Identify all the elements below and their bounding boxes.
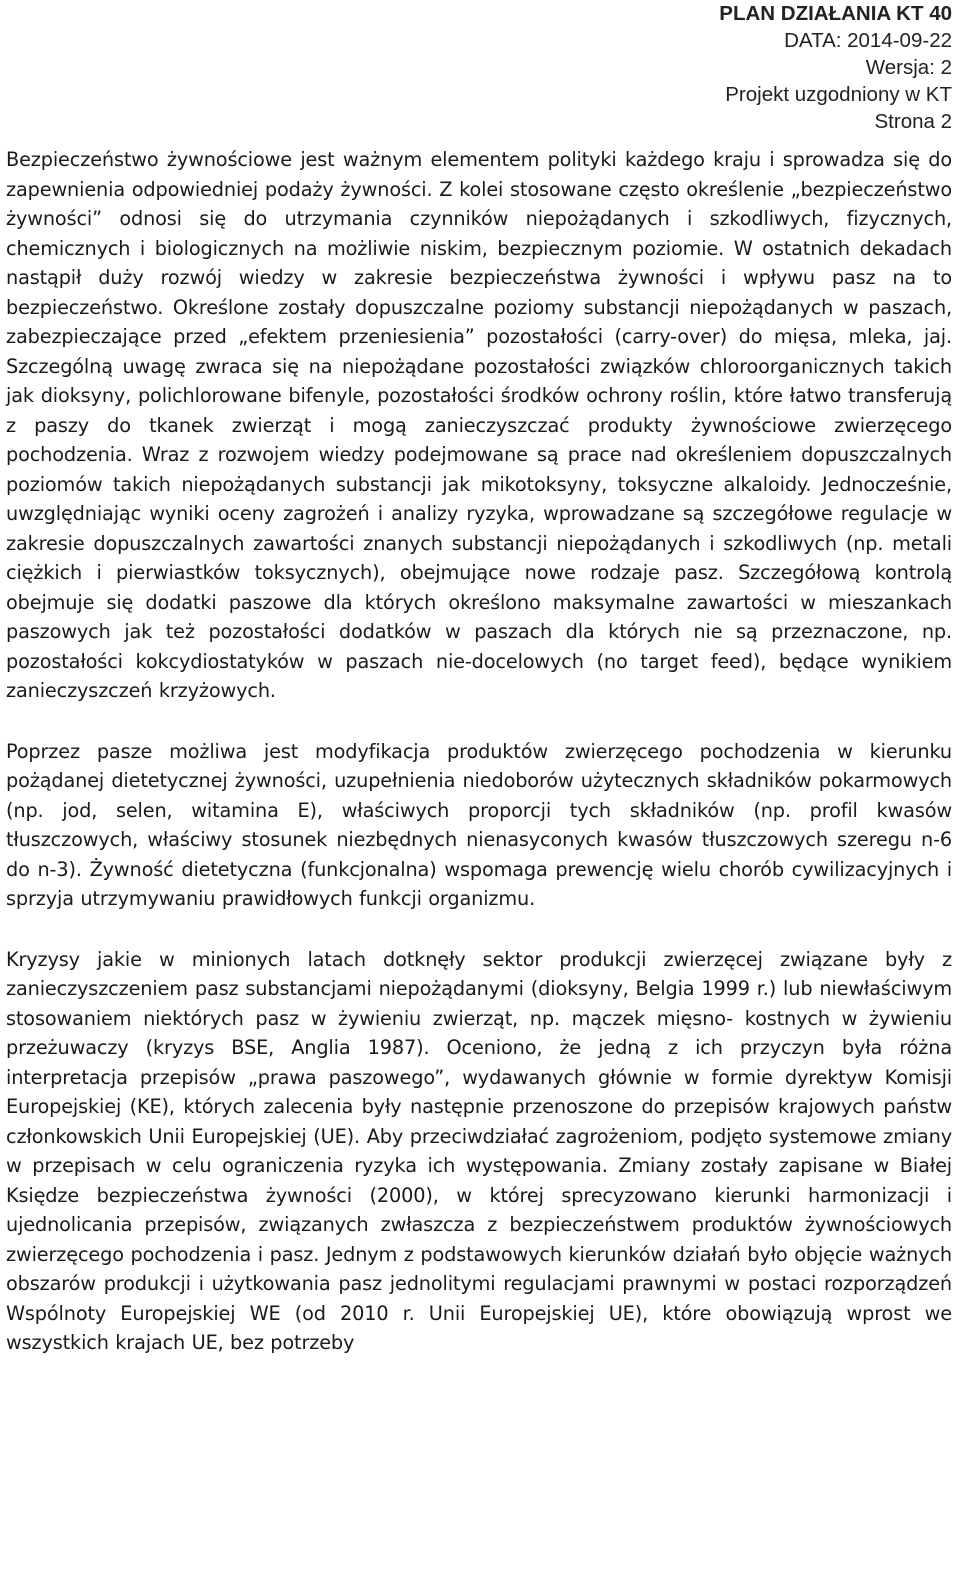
page-number: Strona 2 [874, 110, 952, 133]
document-body [6, 145, 952, 1358]
document-header [719, 0, 952, 135]
document-version: Wersja: 2 [865, 56, 952, 79]
document-date: DATA: 2014-09-22 [784, 29, 952, 52]
paragraph-crises: Kryzysy jakie w minionych latach dotknęły sektor produkcji zwierzęcej związane były z zanieczyszczeniem pasz substancjami niepożądanymi (dioksyny, Belgia 1999 r.) lub niewłaściwym stosowaniem niektórych pasz w żywieniu zwierząt, np. mączek mięsno- kostnych w żywieniu przeżuwaczy (kryzys BSE, Anglia 1987). Oceniono, że jedną z ich przyczyn była różna interpretacja przepisów „prawa paszowego”, wydawanych głównie w formie dyrektyw Komisji Europejskiej (KE), których zalecenia były następnie przenoszone do przepisów krajowych państw członkowskich Unii Europejskiej (UE). Aby przeciwdziałać zagrożeniom, podjęto systemowe zmiany w przepisach w celu ograniczenia ryzyka ich występowania. Zmiany zostały zapisane w Białej Księdze bezpieczeństwa żywności (2000), w której sprecyzowano kierunki harmonizacji i ujednolicania przepisów, związanych zwłaszcza z bezpieczeństwem produktów żywnościowych zwierzęcego pochodzenia i pasz. Jednym z podstawowych kierunków działań było objęcie ważnych obszarów produkcji i użytkowania pasz jednolitymi regulacjami prawnymi w postaci rozporządzeń Wspólnoty Europejskiej WE (od 2010 r. Unii Europejskiej UE), które obowiązują wprost we wszystkich krajach UE, bez potrzeby [6, 947, 952, 1354]
document-title: PLAN DZIAŁANIA KT 40 [719, 2, 952, 25]
paragraph-food-safety: Bezpieczeństwo żywnościowe jest ważnym elementem polityki każdego kraju i sprowadza się do zapewnienia odpowiedniej podaży żywności. Z kolei stosowane często określenie „bezpieczeństwo żywności” odnosi się do utrzymania czynników niepożądanych i szkodliwych, fizycznych, chemicznych i biologicznych na możliwie niskim, bezpiecznym poziomie. W ostatnich dekadach nastąpił duży rozwój wiedzy w zakresie bezpieczeństwa żywności i wpływu pasz na to bezpieczeństwo. Określone zostały dopuszczalne poziomy substancji niepożądanych w paszach, zabezpieczające przed „efektem przeniesienia” pozostałości (carry-over) do mięsa, mleka, jaj. Szczególną uwagę zwraca się na niepożądane pozostałości związków chloroorganicznych takich jak dioksyny, polichlorowane bifenyle, pozostałości środków ochrony roślin, które łatwo transferują z paszy do tkanek zwierząt i mogą zanieczyszczać produkty żywnościowe zwierzęcego pochodzenia. Wraz z rozwojem wiedzy podejmowane są prace nad określeniem dopuszczalnych poziomów takich niepożądanych substancji jak mikotoksyny, toksyczne alkaloidy. Jednocześnie, uwzględniając wyniki oceny zagrożeń i analizy ryzyka, wprowadzane są szczegółowe regulacje w zakresie dopuszczalnych zawartości znanych substancji niepożądanych i szkodliwych (np. metali ciężkich i pierwiastków toksycznych), obejmujące nowe rodzaje pasz. Szczegółową kontrolą obejmuje się dodatki paszowe dla których określono maksymalne zawartości w mieszankach paszowych jak też pozostałości dodatków w paszach dla których nie są przeznaczone, np. pozostałości kokcydiostatyków w paszach nie-docelowych (no target feed), będące wynikiem zanieczyszczeń krzyżowych. [6, 148, 952, 702]
paragraph-feed-modification: Poprzez pasze możliwa jest modyfikacja produktów zwierzęcego pochodzenia w kierunku pożądanej dietetycznej żywności, uzupełnienia niedoborów użytecznych składników pokarmowych (np. jod, selen, witamina E), właściwych proporcji tych składników (np. profil kwasów tłuszczowych, właściwy stosunek niezbędnych nienasyconych kwasów tłuszczowych szeregu n-6 do n-3). Żywność dietetyczna (funkcjonalna) wspomaga prewencję wielu chorób cywilizacyjnych i sprzyja utrzymywaniu prawidłowych funkcji organizmu. [6, 739, 952, 910]
document-status: Projekt uzgodniony w KT [725, 83, 952, 106]
